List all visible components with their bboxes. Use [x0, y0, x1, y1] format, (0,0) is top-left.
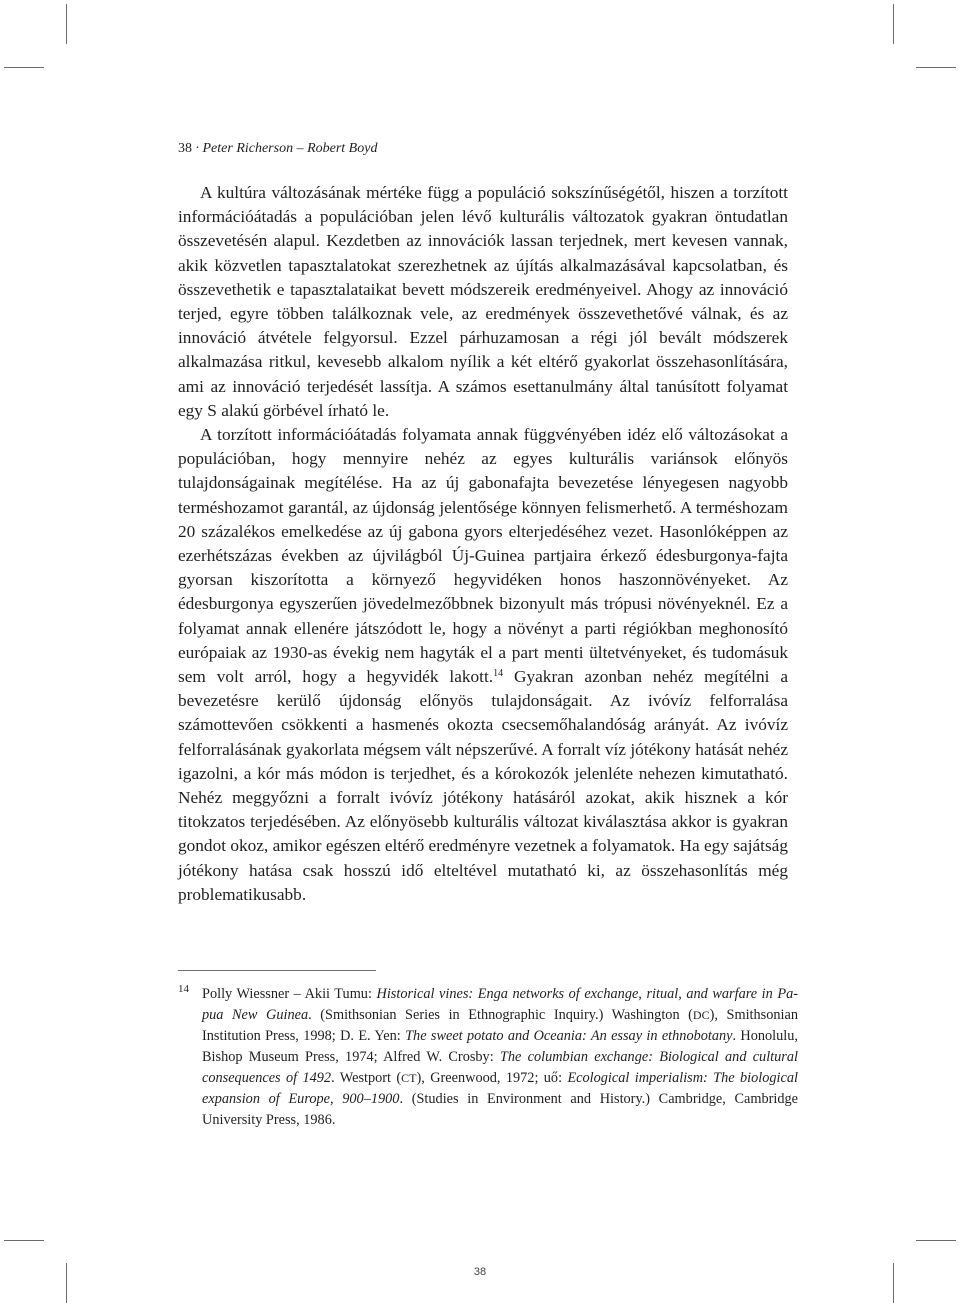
footnote-text-part: ), Smithsonian Institution Press, 1998; D. E. Yen:: [202, 1007, 798, 1044]
footnote-author: Polly Wiessner – Akii Tumu:: [202, 986, 377, 1002]
footnote-title: The sweet potato and Oceania: An essay in ethnobotany: [405, 1028, 733, 1044]
footnote-text-part: . (Studies in Environment and History.) Cambridge, Cambridge University Press, 1986.: [202, 1091, 798, 1128]
footnote-title: Historical vines: Enga networks of exchange, ritual, and warfare in Papua New Guinea: [202, 986, 798, 1023]
footnote-number: 14: [178, 983, 189, 995]
running-head-separator: ·: [195, 141, 199, 156]
paragraph-2-text-b: Gyakran azonban nehéz megítélni a bevezetésre kerülő újdonság előnyös tulajdonságait. Az ivóvíz felforralása számottevően csökkenti a hasmenés okozta csecsemőhalandóság arányát. Az ivóvíz felforralásának gyakorlata mégsem vált népszerűvé. A forralt víz jótékony hatását nehéz igazolni, a kór más módon is terjedhet, és a kórokozók jelenléte nehezen kimutatható. Nehéz meggyőzni a forralt ivóvíz jótékony hatásáról azokat, akik hisznek a kór titokzatos terjedésében. Az előnyösebb kulturális változat kiválasztása akkor is gyakran gondot okoz, amikor egészen eltérő eredményre vezetnek a folyamatok. Ha egy sajátság jótékony hatása csak hosszú idő elteltével mutatható ki, az összehasonlítás még problematikusabb.: [178, 667, 789, 904]
running-head-authors: Peter Richerson – Robert Boyd: [202, 141, 378, 156]
crop-mark: [916, 67, 956, 68]
footnote: [178, 984, 798, 1131]
footnote-title: The columbian exchange: Biological and cultural consequences of 1492: [202, 1049, 798, 1086]
page-number: 38: [473, 1266, 487, 1278]
crop-mark: [66, 4, 67, 44]
footnote-text: [202, 984, 798, 1131]
paragraph-2: [178, 423, 788, 907]
paragraph-2-text-a: A torzított információátadás folyamata annak függvényében idéz elő változásokat a populációban, hogy mennyire nehéz az egyes kulturális variánsok előnyös tulajdonságainak megítélése. Ha az új gabonafajta bevezetése lényegesen nagyobb terméshozamot garantál, az újdonság jelentősége könnyen felismerhető. A terméshozam 20 százalékos emelkedése az új gabona gyors elterjedéséhez vezet. Hasonlóképpen az ezerhétszázas években az újvilágból Új-Guinea partjaira érkező édesburgonya-fajta gyorsan kiszorította a környező hegyvidéken honos haszonnövényeket. Az édesburgonya egyszerűen jövedelmezőbbnek bizonyult más trópusi növényeknél. Ez a folyamat annak ellenére játszódott le, hogy a növényt a parti régiókban meghonosító európaiak az 1930-as évekig nem hagyták el a part menti ültetvényeket, és tudomásuk sem volt arról, hogy a hegyvidék lakott.: [178, 425, 788, 687]
footnote-text-part: . (Smithsonian Series in Ethnographic Inquiry.) Washington (: [308, 1007, 693, 1023]
running-head: [178, 140, 377, 158]
crop-mark: [4, 67, 44, 68]
body-text: [178, 181, 788, 907]
footnote-small-caps: DC: [692, 1008, 710, 1022]
crop-mark: [4, 1240, 44, 1241]
footnote-rule: [178, 970, 376, 971]
footnote-text-part: . Westport (: [331, 1070, 402, 1086]
footnote-title: Ecological imperialism: The biological expansion of Europe, 900–1900: [202, 1070, 798, 1107]
footnote-text-part: . Honolulu, Bishop Museum Press, 1974; Alfred W. Crosby:: [202, 1028, 798, 1065]
running-head-page: 38: [178, 141, 192, 156]
crop-mark: [893, 4, 894, 44]
crop-mark: [916, 1240, 956, 1241]
footnote-text-part: ), Greenwood, 1972; uő:: [416, 1070, 568, 1086]
footnote-small-caps: CT: [401, 1071, 417, 1085]
paragraph-1: A kultúra változásának mértéke függ a populáció sokszínűségétől, hiszen a torzított információátadás a populációban jelen lévő kulturális változatok gyakran öntudatlan összevetésén alapul. Kezdetben az innovációk lassan terjednek, mert kevesen vannak, akik közvetlen tapasztalatokat szerezhetnek az újítás alkalmazásával kapcsolatban, és összevethetik e tapasztalataikat bevett módszereik eredményeivel. Ahogy az innováció terjed, egyre többen találkoznak vele, az eredmények összevethetővé válnak, és az innováció átvétele felgyorsul. Ezzel párhuzamosan a régi jól bevált módszerek alkalmazása ritkul, kevesebb alkalom nyílik a két eltérő gyakorlat összehasonlítására, ami az innováció terjedését lassítja. A számos esettanulmány által tanúsított folyamat egy S alakú görbével írható le.: [178, 183, 788, 420]
footnote-reference[interactable]: 14: [493, 668, 504, 680]
